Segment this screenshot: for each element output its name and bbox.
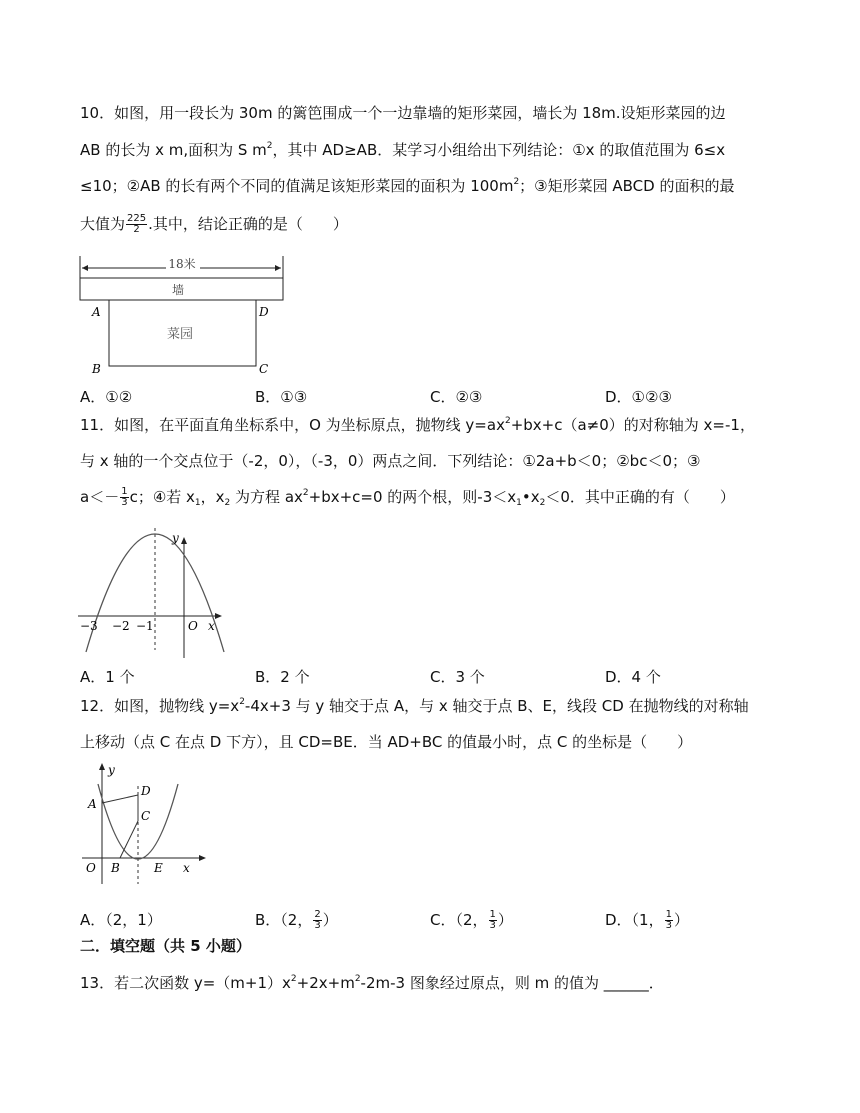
tick-label: −1	[136, 619, 154, 633]
superscript: 2	[504, 416, 511, 426]
segment-AD	[102, 795, 138, 803]
q11-text: +bx+c=0 的两个根，则-3＜x	[308, 488, 517, 506]
q11-parabola-figure	[76, 526, 226, 660]
origin-label: O	[86, 861, 96, 875]
tick-label: −3	[80, 619, 98, 633]
q13-text: -2m-3 图象经过原点，则 m 的值为 ______．	[360, 974, 664, 992]
q10-line-1	[80, 103, 726, 123]
q11-option-c[interactable]: C．3 个	[430, 668, 485, 686]
q10-text: 10．如图，用一段长为 30m 的篱笆围成一个一边靠墙的矩形菜园，墙长为 18m.设矩形菜园的边	[80, 104, 726, 122]
fraction	[120, 487, 128, 508]
fraction	[665, 910, 673, 931]
superscript: 2	[239, 697, 245, 707]
fraction-denominator: 3	[489, 920, 496, 931]
q12-line-1	[80, 696, 749, 716]
q12-parabola-figure	[80, 760, 210, 890]
q10-garden-figure	[78, 252, 288, 377]
point-label-A: A	[88, 797, 97, 811]
q10-option-d[interactable]: D．①②③	[605, 388, 672, 406]
q12-option-a[interactable]: A．（2，1）	[80, 911, 162, 929]
q11-text: •x	[521, 488, 540, 506]
subscript: 2	[224, 498, 231, 508]
y-axis-arrow-icon	[99, 763, 105, 770]
q11-option-a[interactable]: A．1 个	[80, 668, 135, 686]
point-label-D: D	[141, 784, 151, 798]
point-label-C: C	[141, 809, 151, 823]
x-axis-label: x	[208, 619, 215, 633]
q13-line-1	[80, 973, 664, 993]
q11-option-d[interactable]: D．4 个	[605, 668, 661, 686]
x-axis-arrow-icon	[215, 613, 222, 619]
q12-option-c[interactable]	[430, 910, 513, 931]
q12-option-b[interactable]	[255, 910, 338, 931]
q11-text: ＜0．其中正确的有（ ）	[545, 488, 735, 506]
point-label-B: B	[111, 861, 120, 875]
q11-text: 为方程 ax	[230, 488, 303, 506]
q12-option-text: C．（2，	[430, 911, 488, 929]
origin-label: O	[188, 619, 198, 633]
q10-text: ，其中 AD≥AB．某学习小组给出下列结论：①x 的取值范围为 6≤x	[272, 141, 726, 159]
subscript: 1	[516, 498, 522, 508]
superscript: 2	[354, 974, 361, 984]
q12-text: -4x+3 与 y 轴交于点 A，与 x 轴交于点 B、E，线段 CD 在抛物线的对称轴	[244, 697, 749, 715]
q10-text: 大值为	[80, 215, 126, 233]
y-axis-label: y	[108, 763, 115, 777]
parabola-curve	[86, 534, 224, 652]
q10-line-2	[80, 140, 725, 160]
q10-text: .其中，结论正确的是（ ）	[148, 215, 348, 233]
point-label-E: E	[154, 861, 163, 875]
fraction	[126, 214, 147, 235]
q10-option-c[interactable]: C．②③	[430, 388, 483, 406]
q11-line-3	[80, 487, 735, 508]
section-heading: 二．填空题（共 5 小题）	[80, 937, 251, 955]
q13-text: 13．若二次函数 y=（m+1）x	[80, 974, 291, 992]
superscript: 2	[302, 488, 309, 498]
q12-option-text: ）	[322, 911, 338, 929]
q12-option-text: ）	[673, 911, 689, 929]
q10-option-a[interactable]: A．①②	[80, 388, 133, 406]
fraction-denominator: 3	[665, 920, 672, 931]
q10-option-b[interactable]: B．①③	[255, 388, 308, 406]
q12-option-text: D．（1，	[605, 911, 664, 929]
fraction	[313, 910, 321, 931]
q11-text: 11．如图，在平面直角坐标系中，O 为坐标原点，抛物线 y=ax	[80, 416, 505, 434]
superscript: 2	[290, 974, 297, 984]
point-label-A: A	[92, 305, 101, 319]
q12-option-text: ）	[497, 911, 513, 929]
fraction	[489, 910, 497, 931]
q11-line-1	[80, 415, 755, 435]
segment-BC	[120, 821, 138, 858]
fraction-denominator: 2	[133, 224, 140, 235]
q11-text: a＜－	[80, 488, 120, 506]
q12-line-2: 上移动（点 C 在点 D 下方），且 CD=BE．当 AD+BC 的值最小时，点 C 的坐标是（ ）	[80, 733, 693, 751]
q10-text: ≤10；②AB 的长有两个不同的值满足该矩形菜园的面积为 100m	[80, 177, 514, 195]
wall-label: 墙	[171, 283, 185, 297]
fraction-numerator: 2	[314, 909, 321, 920]
superscript: 2	[266, 141, 273, 151]
y-axis-label: y	[172, 531, 179, 545]
point-label-C: C	[259, 362, 269, 376]
subscript: 2	[539, 498, 546, 508]
arrow-right-icon	[275, 265, 281, 271]
q12-text: 12．如图，抛物线 y=x	[80, 697, 240, 715]
q12-option-d[interactable]	[605, 910, 689, 931]
q11-text: ，x	[200, 488, 225, 506]
q10-text: AB 的长为 x m,面积为 S m	[80, 141, 267, 159]
point-label-B: B	[92, 362, 101, 376]
x-axis-label: x	[183, 861, 190, 875]
dimension-label: 18米	[168, 257, 196, 271]
fraction-numerator: 1	[665, 909, 672, 920]
tick-label: −2	[112, 619, 130, 633]
q10-line-4	[80, 214, 348, 235]
q10-text: ；③矩形菜园 ABCD 的面积的最	[519, 177, 735, 195]
garden-label: 菜园	[166, 327, 194, 342]
q11-text: +bx+c（a≠0）的对称轴为 x=-1，	[510, 416, 755, 434]
q12-option-text: B．（2，	[255, 911, 313, 929]
q11-text: c；④若 x	[129, 488, 195, 506]
y-axis-arrow-icon	[181, 537, 187, 544]
fraction-numerator: 1	[489, 909, 496, 920]
fraction-denominator: 3	[121, 497, 128, 508]
q11-option-b[interactable]: B．2 个	[255, 668, 310, 686]
q11-line-2: 与 x 轴的一个交点位于（-2，0），（-3，0）两点之间．下列结论：①2a+b＜0；②bc＜0；③	[80, 452, 701, 470]
point-label-D: D	[259, 305, 269, 319]
q10-line-3	[80, 176, 734, 196]
subscript: 1	[194, 498, 201, 508]
x-axis-arrow-icon	[199, 855, 206, 861]
fraction-numerator: 225	[127, 213, 147, 224]
fraction-numerator: 1	[121, 486, 128, 497]
arrow-left-icon	[82, 265, 88, 271]
superscript: 2	[513, 177, 520, 187]
q13-text: +2x+m	[296, 974, 355, 992]
fraction-denominator: 3	[314, 920, 321, 931]
